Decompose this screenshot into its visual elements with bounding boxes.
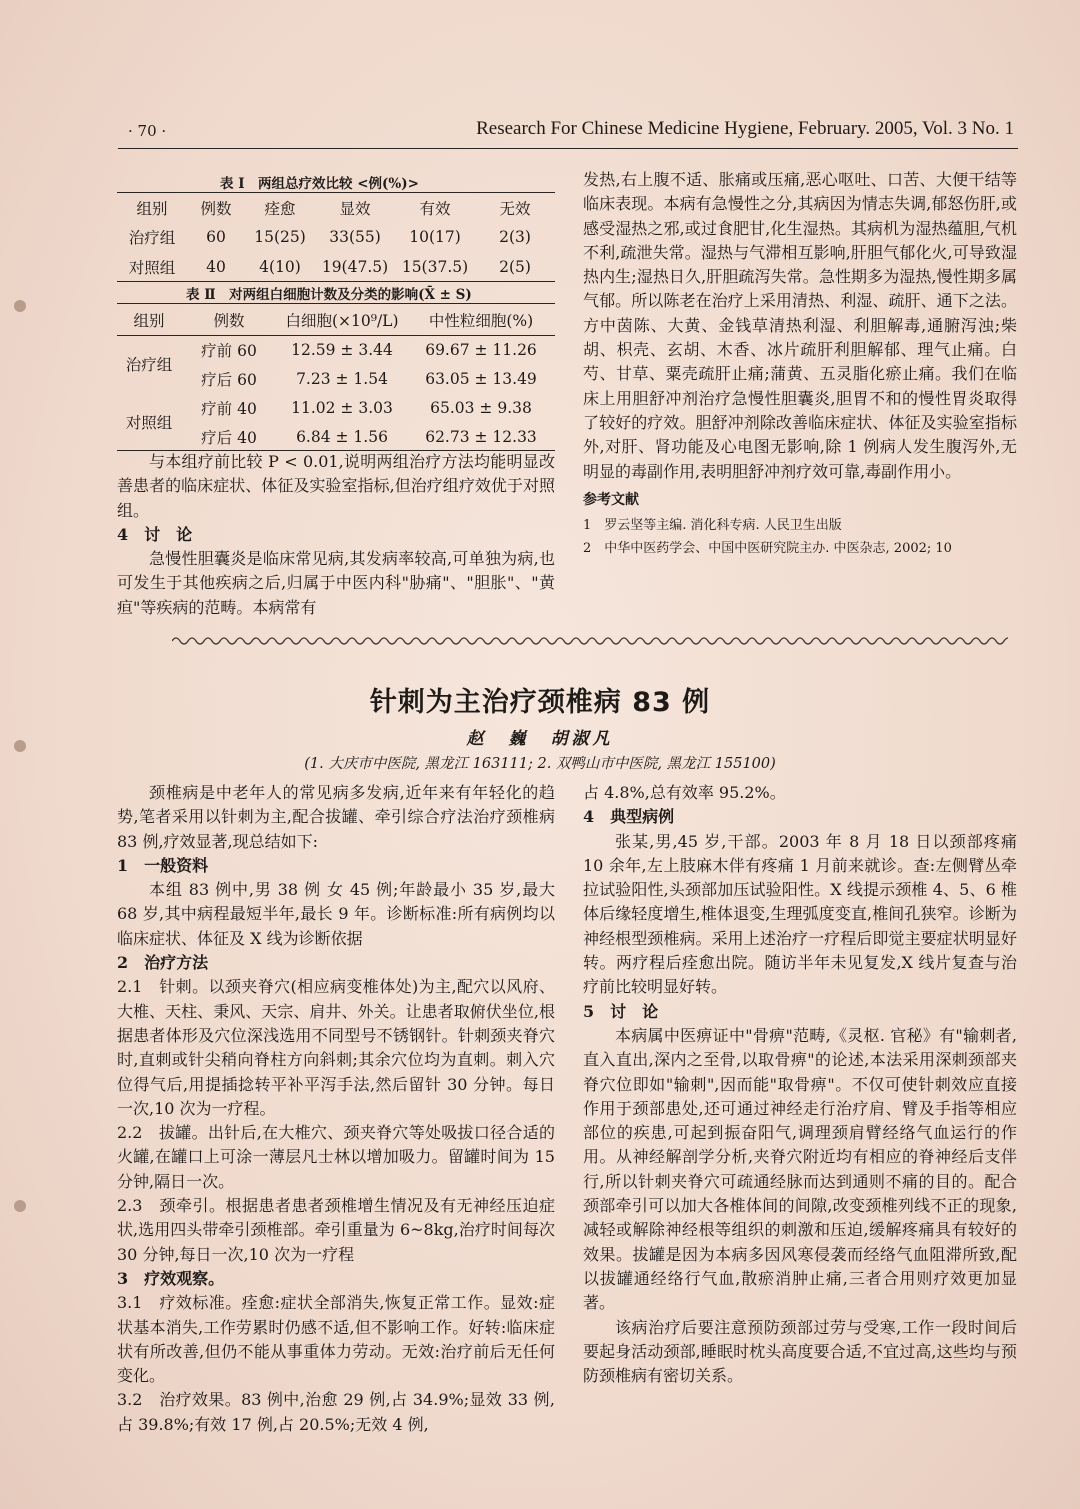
table2-header: 中性粒细胞(%) [428, 312, 534, 330]
table-cell: 69.67 ± 11.26 [425, 340, 537, 359]
table-cell: 疗前 60 [201, 341, 257, 360]
table-row [117, 422, 555, 451]
table1-header-row [117, 194, 555, 222]
table-cell: 疗后 40 [201, 428, 257, 447]
section-heading: 4 讨 论 [117, 524, 193, 544]
paragraph: 本病属中医痹证中"骨痹"范畴,《灵枢. 官秘》有"输刺者,直入直出,深内之至骨,以取骨痹"的论述,本法采用深刺颈部夹脊穴位即如"输刺",因而能"取骨痹"。不仅可使针刺效应直接作用于颈部患处,还可通过神经走行治疗肩、臂及手指等相应部位的疾患,可起到振奋阳气,调理颈肩臂经络气血运行的作用。从神经解剖学分析,夹脊穴附近均有相应的脊神经后支伴行,所以针刺夹脊穴可疏通经脉而达到通则不痛的目的。配合颈部牵引可以加大各椎体间的间隙,改变颈椎列线不正的现象,减轻或解除神经根等组织的刺激和压迫,缓解疼痛具有较好的效果。拔罐是因为本病多因风寒侵袭而经络气血阻滞所致,配以拔罐通经络行气血,散瘀消肿止痛,三者合用则疗效更加显著。 [583, 1025, 1017, 1313]
table1-header: 痊愈 [264, 200, 296, 218]
wavy-divider [172, 634, 1008, 648]
paragraph: 颈椎病是中老年人的常见病多发病,近年来有年轻化的趋势,笔者采用以针刺为主,配合拔罐、牵引综合疗法治疗颈椎病 83 例,疗效显著,现总结如下: [117, 783, 555, 851]
numbered-paragraph: 占 4.8%,总有效率 95.2%。 [583, 783, 786, 802]
table2 [117, 305, 555, 451]
binding-hole [14, 1200, 26, 1212]
references-heading: 参考文献 [583, 491, 639, 508]
table-cell: 62.73 ± 12.33 [425, 427, 537, 446]
table1-header: 例数 [200, 200, 232, 218]
paragraph: 张某,男,45 岁,干部。2003 年 8 月 18 日以颈部疼痛 10 余年,左上肢麻木伴有疼痛 1 月前来就诊。查:左侧臂丛牵拉试验阳性,头颈部加压试验阳性。X 线提示颈椎 4、5、6 椎体后缘轻度增生,椎体退变,生理弧度变直,椎间孔狭窄。诊断为神经根型颈椎病。采用上述治疗一疗程后即觉主要症状明显好转。两疗程后痊愈出院。随访半年未见复发,X 线片复查与治疗前比较明显好转。 [583, 831, 1017, 997]
table-cell: 2(5) [499, 258, 531, 276]
table-cell: 40 [206, 258, 226, 276]
table-row [117, 335, 555, 364]
section-heading: 2 治疗方法 [117, 953, 209, 973]
journal-header: Research For Chinese Medicine Hygiene, February. 2005, Vol. 3 No. 1 [476, 118, 1014, 139]
table-cell: 对照组 [128, 259, 176, 277]
table-rule [117, 192, 555, 193]
section-heading: 3 疗效观察。 [117, 1268, 225, 1288]
table-row [117, 364, 555, 393]
paragraph: 发热,右上腹不适、胀痛或压痛,恶心呕吐、口苦、大便干结等临床表现。本病有急慢性之分,其病因为情志失调,郁怒伤肝,或感受湿热之邪,或过食肥甘,化生湿热。其病机为湿热蕴胆,气机不利,疏泄失常。湿热与气滞相互影响,肝胆气郁化火,可导致湿热内生;湿热日久,肝胆疏泻失常。急性期多为湿热,慢性期多属气郁。所以陈老在治疗上采用清热、利湿、疏肝、通下之法。方中茵陈、大黄、金钱草清热利湿、利胆解毒,通腑泻浊;柴胡、枳壳、玄胡、木香、冰片疏肝利胆解郁、理气止痛。白芍、甘草、粟壳疏肝止痛;蒲黄、五灵脂化瘀止痛。我们在临床上用胆舒冲剂治疗急慢性胆囊炎,胆胃不和的慢性胃炎取得了较好的疗效。胆舒冲剂除改善临床症状、体征及实验室指标外,对肝、肾功能及心电图无影响,除 1 例病人发生腹泻外,无明显的毒副作用,表明胆舒冲剂疗效可靠,毒副作用小。 [583, 170, 1017, 481]
table1-header: 无效 [499, 200, 531, 218]
article2-right-column [583, 781, 1017, 1388]
table-cell: 4(10) [259, 258, 301, 276]
section-heading: 5 讨 论 [583, 1001, 659, 1021]
table1-header: 有效 [419, 200, 451, 218]
numbered-paragraph: 3.1 疗效标准。痊愈:症状全部消失,恢复正常工作。显效:症状基本消失,工作劳累时仍感不适,但不影响工作。好转:临床症状有所改善,但仍不能从事重体力劳动。无效:治疗前后无任何变化。 [117, 1293, 555, 1386]
table2-header: 组别 [133, 312, 165, 330]
table2-header: 白细胞(×10⁹/L) [285, 312, 399, 330]
paragraph: 本组 83 例中,男 38 例 女 45 例;年龄最小 35 岁,最大 68 岁,其中病程最短半年,最长 9 年。诊断标准:所有病例均以临床症状、体征及 X 线为诊断依据 [117, 880, 555, 948]
numbered-paragraph: 2.2 拔罐。出针后,在大椎穴、颈夹脊穴等处吸拔口径合适的火罐,在罐口上可涂一薄层凡士林以增加吸力。留罐时间为 15 分钟,隔日一次。 [117, 1123, 555, 1191]
binding-hole [14, 300, 26, 312]
table1 [117, 194, 555, 282]
article1-right-column [583, 168, 1017, 560]
numbered-paragraph: 2.1 针刺。以颈夹脊穴(相应病变椎体处)为主,配穴以风府、大椎、天柱、秉风、天宗、肩井、外关。让患者取俯伏坐位,根据患者体形及穴位深浅选用不同型号不锈钢针。针刺颈夹脊穴时,直刺或针尖稍向脊柱方向斜刺;其余穴位均为直刺。刺入穴位得气后,用提插捻转平补平泻手法,然后留针 30 分钟。每日一次,10 次为一疗程。 [117, 977, 555, 1118]
table-cell: 12.59 ± 3.44 [291, 340, 393, 359]
table1-header: 显效 [339, 200, 371, 218]
table-cell: 疗前 40 [201, 399, 257, 418]
table-row [117, 252, 555, 282]
table-row [117, 222, 555, 252]
paragraph: 该病治疗后要注意预防颈部过劳与受寒,工作一段时间后要起身活动颈部,睡眠时枕头高度要合适,不宜过高,这些均与预防颈椎病有密切关系。 [583, 1317, 1017, 1386]
table1-caption: 表 Ⅰ 两组总疗效比较 <例(%)> [220, 176, 419, 192]
references [583, 488, 1017, 560]
reference-item: 2 中华中医药学会、中国中医研究院主办. 中医杂志, 2002; 10 [583, 541, 952, 557]
table-cell: 10(17) [409, 228, 461, 246]
article2-left-column [117, 781, 555, 1437]
table2-header-row [117, 305, 555, 335]
numbered-paragraph: 3.2 治疗效果。83 例中,治愈 29 例,占 34.9%;显效 33 例,占 39.8%;有效 17 例,占 20.5%;无效 4 例, [117, 1390, 555, 1434]
table-rule [117, 335, 555, 336]
table-cell: 6.84 ± 1.56 [296, 427, 388, 446]
table-cell: 19(47.5) [321, 258, 389, 276]
table-cell: 63.05 ± 13.49 [425, 369, 537, 388]
numbered-paragraph: 2.3 颈牵引。根据患者患者颈椎增生情况及有无神经压迫症状,选用四头带牵引颈椎部。牵引重量为 6~8kg,治疗时间每次 30 分钟,每日一次,10 次为一疗程 [117, 1196, 555, 1264]
table-cell: 33(55) [329, 228, 381, 246]
section-heading: 4 典型病例 [583, 807, 675, 827]
reference-item: 1 罗云坚等主编. 消化科专病. 人民卫生出版 [583, 518, 842, 534]
article-title: 针刺为主治疗颈椎病 83 例 [369, 687, 711, 718]
article-authors: 赵 巍 胡淑凡 [466, 729, 614, 749]
table-cell: 疗后 60 [201, 370, 257, 389]
table1-header: 组别 [136, 200, 168, 218]
table-cell: 11.02 ± 3.03 [291, 398, 393, 417]
table2-header: 例数 [213, 312, 245, 330]
paragraph: 急慢性胆囊炎是临床常见病,其发病率较高,可单独为病,也可发生于其他疾病之后,归属于中医内科"胁痛"、"胆胀"、"黄疸"等疾病的范畴。本病常有 [117, 549, 555, 617]
table-cell: 7.23 ± 1.54 [296, 369, 388, 388]
table2-group-label: 对照组 [125, 414, 173, 432]
section-heading: 1 一般资料 [117, 855, 209, 875]
table-cell: 治疗组 [128, 229, 176, 247]
paragraph: 与本组疗前比较 P < 0.01,说明两组治疗方法均能明显改善患者的临床症状、体征及实验室指标,但治疗组疗效优于对照组。 [117, 452, 555, 520]
table-cell: 60 [206, 228, 226, 246]
table-rule [117, 303, 555, 304]
table2-group-label: 治疗组 [125, 356, 173, 374]
article1-left-column [117, 450, 555, 620]
table-rule [117, 281, 555, 282]
table-cell: 65.03 ± 9.38 [430, 398, 532, 417]
table-row [117, 393, 555, 422]
table-cell: 2(3) [499, 228, 531, 246]
table-cell: 15(25) [254, 228, 306, 246]
article-affiliation: (1. 大庆市中医院, 黑龙江 163111; 2. 双鸭山市中医院, 黑龙江 155100) [304, 756, 776, 772]
table-cell: 15(37.5) [401, 258, 469, 276]
page-number: · 70 · [128, 122, 167, 140]
table2-caption: 表 Ⅱ 对两组白细胞计数及分类的影响(X̄ ± S) [186, 287, 472, 303]
header-rule [118, 148, 1018, 149]
